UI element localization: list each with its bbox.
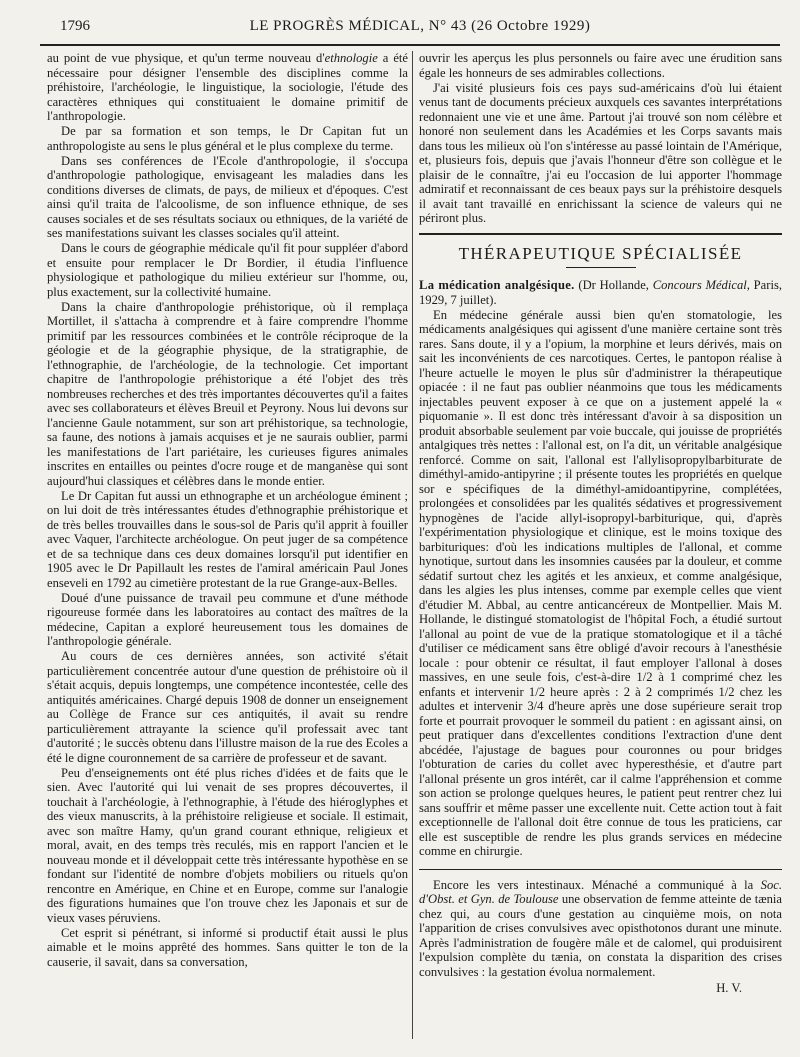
- paragraph: En médecine générale aussi bien qu'en stomatologie, les médicaments analgésiques qui agissent d'une manière certaine sont très rares. Sans doute, il y a l'opium, la morphine et leurs dérivés, mais on sait les inconvénients de ces narcotiques. Certes, le pantopon réalise à l'heure actuelle le moyen le plus sûr d'administrer la thérapeutique opiacée : il ne faut pas oublier néanmoins que tous les médicaments injectables peuvent exposer à ce que on a justement appelé la « piquomanie ». Il est donc très intéressant d'avoir à sa disposition un produit absorbable seulement par voie buccale, qui jouisse de propriétés antalgiques très nettes : l'allonal est, on l'a dit, un véritable analgésique renforcé. Comme on sait, l'allonal est l'allylisopropylbarbiturate de diméthyl-amido-antipyrine ; il présente toutes les propriétés en quelque sor e spécifiques de la diméthyl-amidoantipyrine, complétées, prolongées et consolidées par les qualités sédatives et progressivement hypnogènes de l'acide allyl-isopropyl-barbiturique, qui, d'après l'expérimentation physiologique et clinique, est le moins toxique des barbituriques: d'où les indications multiples de l'allonal, et comme hynotique, surtout dans les insomnies causées par la douleur, et comme sédatif surtout chez les agités et les anxieux, et comme analgésique, dans les algies les plus intenses, comme par exemple celles que vient d'étudier M. Abbal, au centre anticancéreux de Montpellier. Mais M. Hollande, le distingué stomatologist de l'hôpital Foch, a étudié surtout l'allonal au point de vue de la pratique stomatologique et il a tâché d'utiliser ce médicament sans être obligé d'avoir recours à l'anesthésie locale : pour obtenir ce résultat, il faut employer l'allonal à doses massives, en une seule fois, c'est-à-dire 1/2 à 1 comprimé chez les enfants et intervenir 1/2 heure après : 2 à 2 comprimés 1/2 chez les adultes et intervenir 3/4 d'heure après une dose supérieure serait trop forte et pourrait provoquer le sommeil du patient : en agissant ainsi, on peut pratiquer dans d'excellentes conditions l'extraction d'une dent abcédée, l'ajustage de bagues pour couronnes ou pour bridges l'obturation de caries du collet avec hyperesthésie, et d'autre part l'allonal présente un gros intérêt, car il calme l'appréhension et comme son action se prolonge quelques heures, le patient peut rentrer chez lui sans souffrir et même passer une excellente nuit. Cette action tout à fait exceptionnelle de l'allonal doit être connue de tous les praticiens, car elle est susceptible de rendre les plus grands services en médecine comme en chirurgie.: [419, 307, 783, 858]
- column-divider: [412, 51, 413, 1039]
- page-number: 1796: [60, 18, 90, 34]
- right-column: [419, 51, 782, 996]
- left-column: [47, 51, 408, 969]
- signature: H. V.: [716, 981, 742, 995]
- paragraph: J'ai visité plusieurs fois ces pays sud-américains d'où lui étaient venus tant de documents précieux auxquels ces savantes interprétations redonnaient une vie et une âme. Partout j'ai trouvé son nom célèbre et honoré non seulement dans les Académies et les Corps savants mais dans tous les milieux où l'on s'intéresse au passé lointain de l'Amérique, et, plusieurs fois, depuis que j'avais l'honneur d'être son collègue et le plaisir de le connaître, j'ai eu l'occasion de lui apporter l'hommage admiratif et reconnaissant de ces beaux pays sur la préhistoire desquels il avait tant travaillé en enrichissant la science de valeurs qui ne périront plus.: [419, 80, 782, 225]
- paragraph: Cet esprit si pénétrant, si informé si productif était aussi le plus aimable et le moins apprêté des hommes. Sans quitter le ton de la causerie, il savait, dans sa conversation,: [47, 925, 408, 969]
- paragraph: De par sa formation et son temps, le Dr Capitan fut un anthropologiste au sens le plus général et le plus complexe du terme.: [47, 124, 408, 153]
- article-divider: [419, 869, 782, 870]
- paragraph: Encore les vers intestinaux. Ménaché a communiqué à la Soc. d'Obst. et Gyn. de Toulouse une observation de femme atteinte de tænia chez qui, au cours d'une gestation au cinquième mois, on nota l'apparition de crises convulsives avec opisthotonos durant une minute. Après l'administration de fougère mâle et de calomel, qui produisirent l'expulsion complète du tænia, on constata la disparition des crises convulsives : la gestation évolua normalement.: [419, 877, 782, 979]
- page-header: [60, 18, 780, 38]
- article-heading: La médication analgésique. (Dr Hollande, Concours Médical, Paris, 1929, 7 juillet).: [419, 278, 783, 307]
- paragraph: Peu d'enseignements ont été plus riches d'idées et de faits que le sien. Avec l'autorité qui lui venait de ses propres découvertes, il touchait à l'archéologie, à l'ethnographie, à l'étude des hiéroglyphes et des vieux manuscrits, à la préhistoire religieuse et sociale. Il estimait, avec son maître Hamy, qu'un grand courant ethnique, religieux et moral, avait, en des temps très reculés, mis en rapport l'ancien et le nouveau monde et il développait cette très intéressante hypothèse en se fondant sur l'identité de nombre d'objets mobiliers ou rituels qu'on rencontre en Amérique, en Chine et en Europe, comme sur l'analogie des figurations humaines que l'on trouve chez les Japonais et sur de vieux vases péruviens.: [47, 765, 408, 925]
- paragraph: Dans la chaire d'anthropologie préhistorique, où il remplaça Mortillet, il s'attacha à comprendre et à faire comprendre l'homme primitif par les ressources combinées et le contrôle réciproque de la géologie et de la géographie physique, de la stratigraphie, de l'ethnographie, de l'archéologie, de la technologie. Cet important chapitre de l'anthropologie préhistorique a été l'objet des très nombreuses recherches et des très importantes découvertes qu'il a faites avec ses collaborateurs et élèves Breuil et Peyrony. Nous lui devons sur l'ancienne Gaule notamment, sur son art préhistorique, sa technologie, sa faune, des notions à jamais acquises et je ne saurais oublier, parmi les manifestations de l'art pariétaire, les curieuses figures animales inscrites en entailles ou peintes d'ocre rouge et de manganèse qui sont aujourd'hui classiques et célèbres dans le monde entier.: [47, 299, 408, 488]
- paragraph: Dans le cours de géographie médicale qu'il fit pour suppléer d'abord et ensuite pour remplacer le Dr Bordier, il étudia l'influence physiologique et pathologique du milieu extérieur sur l'homme, ou, plus exactement, sur la collectivité humaine.: [47, 241, 408, 299]
- section-title-underline: [566, 267, 636, 268]
- paragraph: Dans ses conférences de l'Ecole d'anthropologie, il s'occupa d'anthropologie pathologique, envisageant les maladies dans les conditions diverses de climats, de pays, de milieux et d'époques. C'est ainsi qu'il traita de l'alcoolisme, de son influence ethnique, de ses causes sociales et de ses résultats sociaux ou ethniques, de la variété de ses manifestations suivant les classes sociales qu'il atteint.: [47, 153, 408, 240]
- paragraph: Le Dr Capitan fut aussi un ethnographe et un archéologue éminent ; on lui doit de très intéressantes études d'ethnographie préhistorique et de très belles trouvailles dans le sous-sol de Paris qu'il apprit à fouiller avec Vaquer, l'architecte archéologue. On peut juger de sa compétence et de sa technique dans ces deux domaines lorsqu'il put identifier en 1905 avec le Dr Papillault les restes de l'amiral américain Paul Jones enseveli en 1792 au cimetière protestant de la rue Grange-aux-Belles.: [47, 488, 408, 590]
- paragraph: Doué d'une puissance de travail peu commune et d'une méthode rigoureuse formée dans les laboratoires au contact des maîtres de la médecine, Capitan a exploré heureusement tous les domaines de l'anthropologie générale.: [47, 590, 408, 648]
- paragraph: au point de vue physique, et qu'un terme nouveau d'ethnologie a été nécessaire pour désigner l'ensemble des disciplines comme la préhistoire, l'archéologie, le linguistique, la sociologie, l'étude des caractères ethniques qui constituaient le domaine primitif de l'anthropologie.: [47, 51, 408, 123]
- header-rule: [40, 44, 780, 46]
- paragraph: Au cours de ces dernières années, son activité s'était particulièrement concentrée autour d'une question de préhistoire où il s'était acquis, depuis longtemps, une compétence incontestée, celle des antiquités américaines. Chargé depuis 1908 de donner un enseignement au Collège de France sur ces antiquités, il avait su rendre particulièrement attrayante la science qu'il professait avec tant d'autorité ; le succès obtenu dans l'illustre maison de la rue des Ecoles a été le digne couronnement de sa carrière de professeur et de savant.: [47, 649, 408, 765]
- paragraph: ouvrir les aperçus les plus personnels ou faire avec une érudition sans égale les honneurs de ses admirables collections.: [419, 51, 782, 80]
- section-title: THÉRAPEUTIQUE SPÉCIALISÉE: [458, 243, 743, 263]
- section-rule: [419, 233, 782, 235]
- journal-title: LE PROGRÈS MÉDICAL, N° 43 (26 Octobre 1929): [249, 18, 591, 34]
